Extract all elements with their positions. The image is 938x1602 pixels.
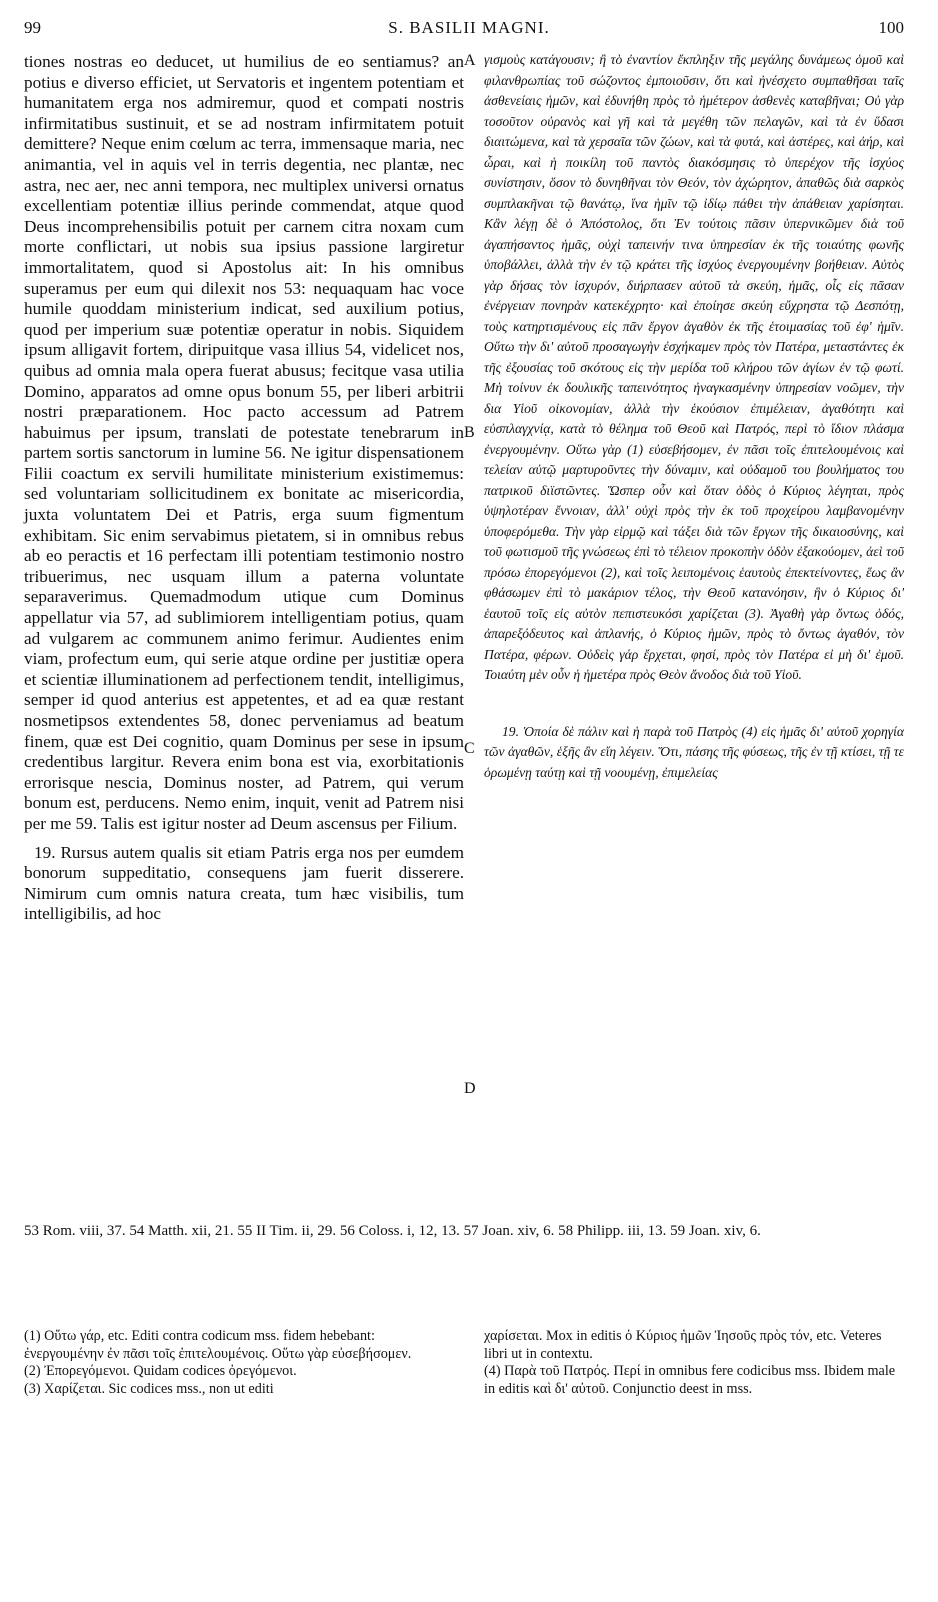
footnote-1: (1) Οὕτω γάρ, etc. Editi contra codicum mss. fidem hebebant: ἐνεργουμένην ἐν πᾶσι τοῖς ἐπιτελουμένοις. Οὕτω γὰρ εὐσεβήσομεν. xyxy=(24,1328,412,1362)
footnote-4: (4) Παρὰ τοῦ Πατρός. Περί in omnibus fere codicibus mss. Ibidem male in editis καὶ δι' αὐτοῦ. Conjunctio deest in mss. xyxy=(484,1363,896,1397)
latin-column xyxy=(24,52,464,925)
section-marker-a: A xyxy=(464,52,476,69)
greek-section-19: 19. Ὁποία δὲ πάλιν καὶ ἡ παρὰ τοῦ Πατρὸς (4) εἰς ἡμᾶς δι' αὐτοῦ χορηγία τῶν ἀγαθῶν, ἑξῆς ἂν εἴη λέγειν. Ὅτι, πάσης τῆς φύσεως, τῆς ἐν τῇ κτίσει, τῇ τε ὁρωμένῃ ταύτῃ καὶ τῇ νοουμένῃ, ἐπιμελείας xyxy=(484,723,904,780)
section-marker-c: C xyxy=(464,740,475,757)
section-marker-b: B xyxy=(464,424,475,441)
scripture-references: 53 Rom. viii, 37. 54 Matth. xii, 21. 55 II Tim. ii, 29. 56 Coloss. i, 12, 13. 57 Joan. xiv, 6. 58 Philipp. iii, 13. 59 Joan. xiv, 6. xyxy=(24,1223,761,1239)
footnotes-right xyxy=(484,1328,904,1398)
footnotes-left xyxy=(24,1328,454,1398)
running-header xyxy=(24,18,914,44)
footnote-2: (2) Ἐπορεγόμενοι. Quidam codices ὀρεγόμενοι. xyxy=(24,1363,297,1379)
page-number-right: 100 xyxy=(878,18,904,37)
greek-column xyxy=(484,50,904,783)
latin-section-19: 19. Rursus autem qualis sit etiam Patris erga nos per eumdem bonorum suppeditatio, consequens jam fuerit disserere. Nimirum cum omnis natura creata, tum hæc visibilis, tum intelligibilis, ad hoc xyxy=(24,842,464,924)
running-title: S. BASILII MAGNI. xyxy=(388,18,550,37)
greek-main-text: γισμοὺς κατάγουσιν; ἢ τὸ ἐναντίον ἔκπληξιν τῆς μεγάλης δυνάμεως ὁμοῦ καὶ φιλανθρωπίας τοῦ σώζοντος ἐμποιοῦσιν, ὅτι καὶ ἠνέσχετο συμπαθῆσαι ταῖς ἀσθενείαις ἡμῶν, καὶ ἐδυνήθη πρὸς τὸ ἡμέτερον ἀσθενὲς καταβῆναι; Οὐ γὰρ τοσοῦτον οὐρανὸς καὶ γῆ καὶ τὰ μεγέθη τῶν πελαγῶν, καὶ τὰ ἐν ὕδασι διαιτώμενα, καὶ τὰ χερσαῖα τῶν ζώων, καὶ τὰ φυτά, καὶ ἀστέρες, καὶ ἀήρ, καὶ ὧραι, καὶ ἡ ποικίλη τοῦ παντὸς διακόσμησις τὸ ὑπερέχον τῆς ἰσχύος συνίστησιν, ὅσον τὸ δυνηθῆναι τὸν Θεόν, τὸν ἀχώρητον, ἀπαθῶς διὰ σαρκὸς συμπλακῆναι τῷ θανάτῳ, ἵνα ἡμῖν τῷ ἰδίῳ πάθει τὴν ἀπάθειαν χαρίσηται. Κἂν λέγῃ δὲ ὁ Ἀπόστολος, ὅτι Ἐν τούτοις πᾶσιν ὑπερνικῶμεν διὰ τοῦ ἀγαπήσαντος ἡμᾶς, οὐχὶ ταπεινήν τινα ὑπηρεσίαν ἐκ τῆς τοιαύτης φωνῆς ὑποβάλλει, ἀλλὰ τὴν ἐν τῷ κράτει τῆς ἰσχύος ἐνεργουμένην βοήθειαν. Αὐτὸς γὰρ δήσας τὸν ἰσχυρόν, διήρπασεν αὐτοῦ τὰ σκεύη, ἡμᾶς, οἷς εἰς πᾶσαν ἐνέργειαν πονηρὰν κατεκέχρητο· καὶ ἐποίησε σκεύη εὔχρηστα τῷ Δεσπότῃ, τοὺς κατηρτισμένους εἰς πᾶν ἔργον ἀγαθὸν ἐκ τῆς ἑτοιμασίας τοῦ ἐφ' ἡμῖν. Οὕτω τὴν δι' αὐτοῦ προσαγωγὴν ἐσχήκαμεν πρὸς τὸν Πατέρα, μεταστάντες ἐκ τῆς ἐξουσίας τοῦ σκότους εἰς τὴν μερίδα τοῦ κλήρου τῶν ἁγίων ἐν τῷ φωτί. Μὴ τοίνυν ἐκ δουλικῆς ταπεινότητος ἠναγκασμένην ὑπηρεσίαν νοῶμεν, τὴν δια Υἱοῦ οἰκονομίαν, ἀλλὰ τὴν ἑκούσιον ἐπιμέλειαν, ἀγαθότητι καὶ εὐσπλαγχνίᾳ, κατὰ τὸ θέλημα τοῦ Θεοῦ καὶ Πατρός, περὶ τὸ ἴδιον πλάσμα ἐνεργουμένην. Οὕτω γὰρ (1) εὐσεβήσομεν, ἐν πᾶσι τοῖς ἐπιτελουμένοις καὶ τελείαν αὐτῷ μαρτυροῦντες τὴν δύναμιν, καὶ οὐδαμοῦ του βουλήματος του πατρικοῦ διϊστῶντες. Ὥσπερ οὖν καὶ ὅταν ὁδὸς ὁ Κύριος λέγηται, πρὸς ὑψηλοτέραν ἔννοιαν, ἀλλ' οὐχὶ πρὸς τὴν ἐκ τοῦ προχείρου λαμβανομένην ὑποφερόμεθα. Τὴν γὰρ εἱρμῷ καὶ τάξει διὰ τῶν ἔργων τῆς δικαιοσύνης, καὶ τοῦ φωτισμοῦ τῆς γνώσεως ἐπὶ τὸ τέλειον προκοπὴν ὁδὸν ἐξακούομεν, ἀεὶ τοῦ πρόσω ἐπορεγόμενοι (2), καὶ τοῖς λειπομένοις ἑαυτοὺς ἐπεκτείνοντες, ἕως ἂν φθάσωμεν ἐπὶ τὸ μακάριον τέλος, τὴν Θεοῦ κατανόησιν, ἣν ὁ Κύριος δι' ἑαυτοῦ τοῖς εἰς αὐτὸν πεπιστευκόσι χαρίζεται (3). Ἀγαθὴ γὰρ ὄντως ὁδός, ἀπαρεξόδευτος καὶ ἀπλανής, ὁ Κύριος ἡμῶν, πρὸς τὸ ὄντως ἀγαθόν, τὸν Πατέρα, φέρων. Οὐδεὶς γάρ ἔρχεται, φησί, πρὸς τὸν Πατέρα εἰ μὴ δι' ἐμοῦ. Τοιαύτη μὲν οὖν ἡ ἡμετέρα πρὸς Θεὸν ἄνοδος διὰ τοῦ Υἱοῦ. xyxy=(484,52,904,682)
latin-main-text: tiones nostras eo deducet, ut humilius de eo sentiamus? an potius e diverso efficiet, ut Servatoris et ingentem potentiam et humanitatem erga nos admiremur, quod et compati nostris infirmitatibus sustinuit, et se ad nostram infirmitatem potuit demittere? Neque enim cœlum ac terra, immensaque maria, nec animantia, vel in aquis vel in terris degentia, nec plantæ, nec astra, nec aer, nec anni tempora, nec multiplex universi ornatus excellentiam potentiæ illius perinde commendat, atque quod Deus incomprehensibilis potuit per carnem citra noxam cum morte conflictari, ut nobis sua ipsius passione largiretur immortalitatem, quod si Apostolus ait: In his omnibus superamus per eum qui dilexit nos 53: nequaquam hac voce humile quoddam ministerium indicat, sed auxilium potius, quod per imperium suæ potentiæ operatur in nobis. Siquidem ipsum alligavit fortem, diripuitque vasa illius 54, videlicet nos, quibus ad omnia mala opera fuerat abusus; fecitque vasa utilia Domino, apparatos ad omne opus bonum 55, per liberi arbitrii nostri præparationem. Hoc pacto accessum ad Patrem habuimus per ipsum, translati de potestate tenebrarum in partem sortis sanctorum in lumine 56. Ne igitur dispensationem Filii coactum ex servili humilitate ministerium existimemus: sed voluntariam sollicitudinem ex bonitate ac misericordia, juxta voluntatem Dei et Patris, erga suum figmentum exhibitam. Sic enim servabimus pietatem, si in omnibus rebus ab eo peractis et 16 perfectam illi potentiam testimonio nostro tribuerimus, nec usquam illum a paterna voluntate separaverimus. Quemadmodum utique cum Dominus appellatur via 57, ad sublimiorem intelligentiam potius, quam ad vulgarem ac communem animo ferimur. Audientes enim viam, profectum eum, qui serie atque ordine per justitiæ opera et scientiæ illuminationem ad perfectionem tendit, intelligimus, semper id quod anterius est appetentes, et ad ea quæ restant nosmetipsos extendentes 58, donec perveniamus ad beatum finem, quæ est Dei cognitio, quam Dominus per sese in ipsum credentibus largitur. Revera enim bona est via, exorbitationis errorisque nescia, Dominus noster, ad Patrem, qui verum bonum est, perducens. Nemo enim, inquit, venit ad Patrem nisi per me 59. Talis est igitur noster ad Deum ascensus per Filium. xyxy=(24,52,464,833)
footnote-3-continued: χαρίσεται. Mox in editis ὁ Κύριος ἡμῶν Ἰησοῦς πρὸς τόν, etc. Veteres libri ut in contextu. xyxy=(484,1328,882,1362)
section-marker-d: D xyxy=(464,1080,476,1097)
page-number-left: 99 xyxy=(24,18,41,37)
footnote-3: (3) Χαρίζεται. Sic codices mss., non ut editi xyxy=(24,1380,274,1397)
